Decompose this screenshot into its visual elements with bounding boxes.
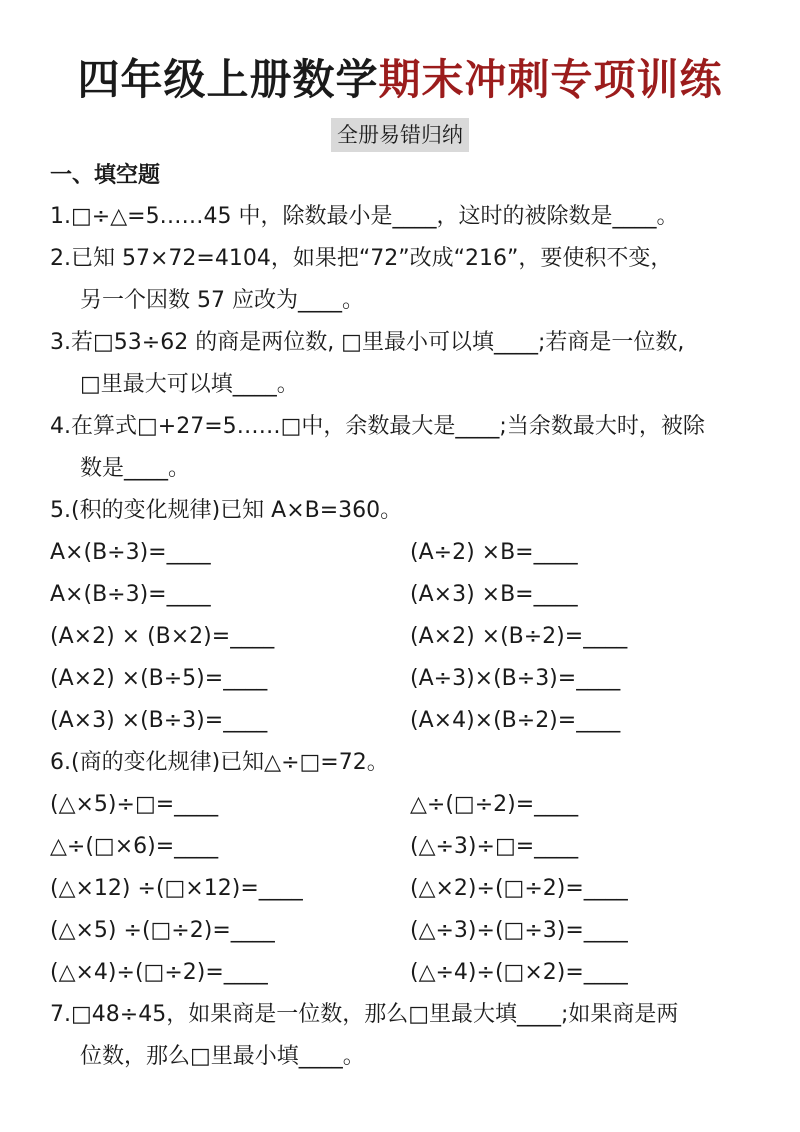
question-7-line-2: 位数，那么□里最小填____。	[80, 1044, 365, 1069]
q6-row-3-right: (△×2)÷(□÷2)=____	[410, 876, 628, 901]
question-1: 1.□÷△=5……45 中，除数最小是____，这时的被除数是____。	[50, 204, 679, 229]
q5-row-4-right: (A÷3)×(B÷3)=____	[410, 666, 621, 691]
page-title	[0, 52, 800, 108]
q6-row-2-left: △÷(□×6)=____	[50, 834, 219, 859]
subtitle: 全册易错归纳	[331, 118, 469, 152]
q6-row-4-left: (△×5) ÷(□÷2)=____	[50, 918, 275, 943]
q5-row-3-left: (A×2) × (B×2)=____	[50, 624, 275, 649]
q6-row-1-right: △÷(□÷2)=____	[410, 792, 579, 817]
q6-row-5-right: (△÷4)÷(□×2)=____	[410, 960, 628, 985]
question-5-heading: 5.(积的变化规律)已知 A×B=360。	[50, 498, 403, 523]
question-7-line-1: 7.□48÷45，如果商是一位数，那么□里最大填____;如果商是两	[50, 1002, 679, 1027]
q5-row-4-left: (A×2) ×(B÷5)=____	[50, 666, 268, 691]
question-4-line-1: 4.在算式□+27=5……□中，余数最大是____;当余数最大时，被除	[50, 414, 705, 439]
title-red-part: 期末冲刺专项训练	[378, 55, 723, 104]
q5-row-5-right: (A×4)×(B÷2)=____	[410, 708, 621, 733]
q5-row-2-left: A×(B÷3)=____	[50, 582, 211, 607]
section-heading: 一、填空题	[50, 163, 161, 188]
q6-row-2-right: (△÷3)÷□=____	[410, 834, 579, 859]
q6-row-1-left: (△×5)÷□=____	[50, 792, 219, 817]
q5-row-3-right: (A×2) ×(B÷2)=____	[410, 624, 628, 649]
question-3-line-2: □里最大可以填____。	[80, 372, 299, 397]
q6-row-5-left: (△×4)÷(□÷2)=____	[50, 960, 268, 985]
q5-row-2-right: (A×3) ×B=____	[410, 582, 578, 607]
q6-row-3-left: (△×12) ÷(□×12)=____	[50, 876, 303, 901]
q5-row-5-left: (A×3) ×(B÷3)=____	[50, 708, 268, 733]
question-2-line-1: 2.已知 57×72=4104，如果把“72”改成“216”，要使积不变，	[50, 246, 673, 271]
question-6-heading: 6.(商的变化规律)已知△÷□=72。	[50, 750, 389, 775]
question-3-line-1: 3.若□53÷62 的商是两位数, □里最小可以填____;若商是一位数,	[50, 330, 685, 355]
question-2-line-2: 另一个因数 57 应改为____。	[80, 288, 364, 313]
q6-row-4-right: (△÷3)÷(□÷3)=____	[410, 918, 628, 943]
q5-row-1-right: (A÷2) ×B=____	[410, 540, 578, 565]
q5-row-1-left: A×(B÷3)=____	[50, 540, 211, 565]
question-4-line-2: 数是____。	[80, 456, 191, 481]
subtitle-wrap	[0, 118, 800, 152]
title-black-part: 四年级上册数学	[77, 55, 379, 104]
